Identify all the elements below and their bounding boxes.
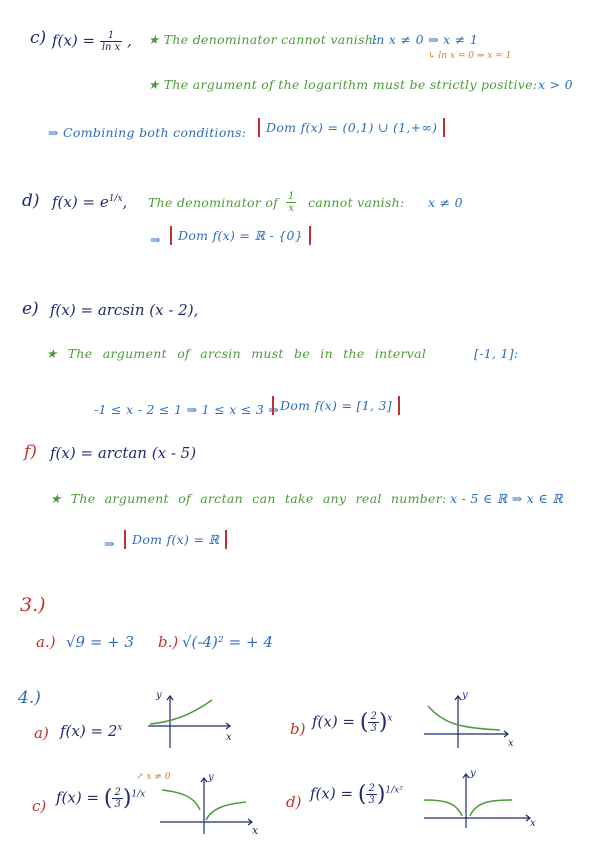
graph-4c-x-label: x (252, 824, 259, 837)
item-4b-label: b) (290, 720, 306, 738)
condition-e-interval: [-1, 1]: (474, 346, 519, 361)
function-4c-base (112, 787, 122, 810)
item-4c-label: c) (32, 797, 47, 815)
function-f: f(x) = arctan (x - 5) (50, 444, 197, 462)
item-label-c: c) (30, 28, 47, 48)
function-c-fraction (100, 30, 122, 53)
graph-4c (156, 770, 266, 836)
function-4b-lhs: f(x) = (312, 712, 356, 731)
implies-f: ⇒ (104, 536, 115, 551)
item-3b-label: b.) (158, 633, 179, 651)
condition-c1-text: ★ The denominator cannot vanish: (148, 32, 378, 47)
function-4c-note: ↗ x ≠ 0 (136, 772, 171, 782)
curve-4b (428, 706, 500, 730)
function-4c-denominator: 3 (114, 799, 121, 810)
condition-d-numerator: 1 (288, 191, 295, 202)
graph-4d-x-label: x (530, 818, 536, 829)
function-4d-numerator: 2 (368, 783, 375, 794)
function-d (52, 193, 127, 211)
domain-result-f: Dom f(x) = ℝ (124, 530, 227, 549)
function-4d-base (366, 783, 376, 806)
function-4b-exponent: x (387, 713, 393, 724)
function-e: f(x) = arcsin (x - 2), (50, 301, 199, 319)
function-4a-exponent: x (117, 723, 123, 733)
function-4c-lhs: f(x) = (56, 788, 100, 807)
curve-4c-left (162, 790, 200, 810)
condition-f-text: ★ The argument of arctan can take any real number: (50, 491, 447, 506)
curve-4a (150, 700, 212, 724)
section-3-label: 3.) (20, 594, 46, 616)
condition-d-text-after: cannot vanish: (308, 195, 405, 210)
function-4a-base: f(x) = 2 (60, 722, 118, 740)
item-3a-label: a.) (36, 633, 56, 651)
function-4b-base (368, 711, 378, 734)
condition-d-fraction (286, 191, 296, 214)
item-4d-label: d) (286, 793, 302, 811)
item-label-e: e) (22, 299, 39, 319)
function-c-comma: , (127, 31, 132, 50)
graph-4b (416, 690, 516, 750)
function-4d-exponent: 1/x² (385, 785, 403, 796)
graph-4b-x-label: x (508, 738, 514, 749)
domain-result-d: Dom f(x) = ℝ - {0} (170, 226, 311, 245)
condition-d-math: x ≠ 0 (428, 195, 463, 210)
function-4c: f(x) = ( $\frac{2}{3}$ )$^{1/x}$ (56, 786, 146, 811)
function-d-comma: , (122, 193, 128, 211)
graph-4a (140, 690, 240, 750)
function-4b-numerator: 2 (370, 711, 377, 722)
function-c-denominator: ln x (101, 42, 121, 53)
condition-d-denominator: x (288, 203, 294, 214)
graph-4c-y-label: y (208, 772, 214, 783)
item-label-f: f) (24, 442, 37, 462)
condition-c2-text: ★ The argument of the logarithm must be strictly positive: (148, 77, 538, 92)
domain-result-e: Dom f(x) = [1, 3] (272, 396, 400, 415)
condition-f-math: x - 5 ∈ ℝ ⇒ x ∈ ℝ (450, 491, 563, 506)
inequality-chain-e: -1 ≤ x - 2 ≤ 1 ⇒ 1 ≤ x ≤ 3 ⇒ (94, 402, 280, 417)
function-4d-denominator: 3 (368, 795, 375, 806)
function-c-lhs: f(x) = (52, 31, 96, 50)
section-4-label: 4.) (18, 688, 41, 708)
function-4c-exponent: 1/x (131, 789, 146, 800)
function-d-lhs: f(x) = e (52, 193, 109, 211)
item-4a-label: a) (34, 724, 49, 742)
condition-d-text-before: The denominator of (148, 195, 279, 210)
function-4b-denominator: 3 (370, 723, 377, 734)
domain-result-c: Dom f(x) = (0,1) ∪ (1,+∞) (258, 118, 445, 137)
function-d-exponent: 1/x (108, 194, 123, 204)
combine-text: ⇒ Combining both conditions: (48, 125, 247, 140)
graph-4d-y-label: y (470, 768, 476, 779)
condition-c1-note: ↳ ln x = 0 ⇒ x = 1 (428, 51, 512, 61)
item-3a-expression: √9 = + 3 (66, 633, 135, 651)
condition-e-text: ★ The argument of arcsin must be in the interval (46, 346, 427, 361)
graph-4d (420, 768, 540, 830)
item-label-d: d) (22, 191, 40, 211)
curve-4d-right (470, 800, 512, 816)
function-4d: f(x) = ( $\frac{2}{3}$ )$^{1/x^2}$ (310, 782, 403, 807)
function-4a (60, 722, 122, 740)
implies-d: ⇒ (150, 232, 161, 247)
graph-4a-x-label: x (226, 732, 232, 743)
graph-4a-y-label: y (156, 690, 162, 701)
curve-4d-left (424, 800, 462, 816)
condition-c1-math: ln x ≠ 0 ⇒ x ≠ 1 (372, 32, 479, 47)
curve-4c-right (206, 802, 246, 820)
function-c-numerator: 1 (100, 30, 122, 42)
item-3b-expression: √(-4)² = + 4 (182, 633, 273, 651)
graph-4b-y-label: y (462, 690, 468, 701)
function-c (52, 30, 132, 53)
function-4c-numerator: 2 (114, 787, 121, 798)
function-4d-lhs: f(x) = (310, 784, 354, 803)
function-4b: f(x) = ( $\frac{2}{3}$ )$^x$ (312, 710, 393, 735)
condition-c2-math: x > 0 (538, 77, 573, 92)
